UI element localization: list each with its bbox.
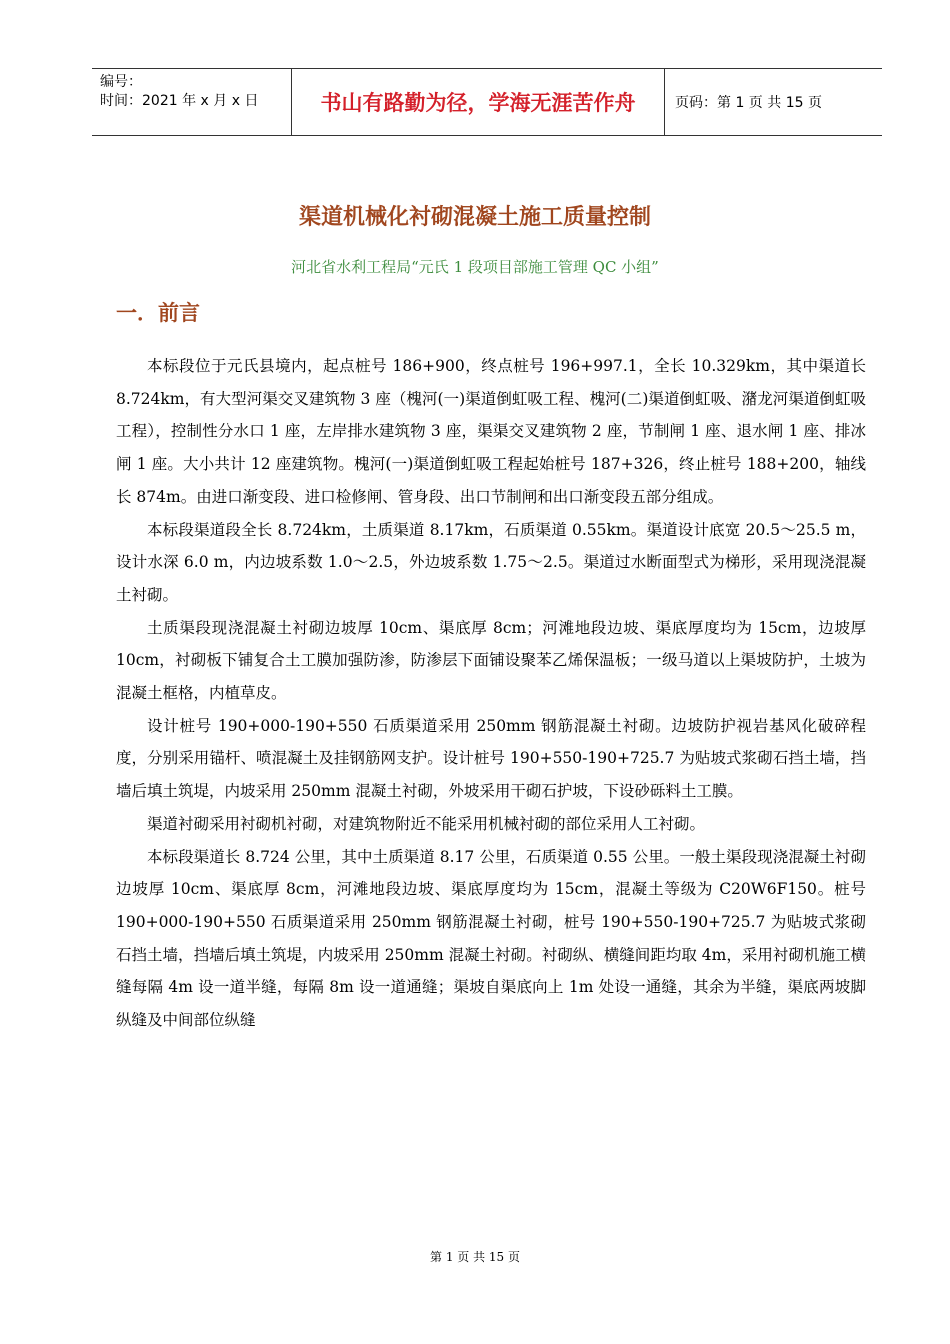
paragraph: 土质渠段现浇混凝土衬砌边坡厚 10cm、渠底厚 8cm；河滩地段边坡、渠底厚度均为 15cm，边坡厚 10cm，衬砌板下铺复合土工膜加强防渗，防渗层下面铺设聚苯乙烯保温板；一级马道以上渠坡防护，土坡为混凝土框格，内植草皮。 — [116, 618, 866, 703]
header-meta — [92, 69, 292, 135]
paragraph: 渠道衬砌采用衬砌机衬砌，对建筑物附近不能采用机械衬砌的部位采用人工衬砌。 — [147, 814, 706, 833]
paragraph: 本标段渠道长 8.724 公里，其中土质渠道 8.17 公里，石质渠道 0.55 公里。一般土渠段现浇混凝土衬砌边坡厚 10cm、渠底厚 8cm，河滩地段边坡、渠底厚度均为 15cm，混凝土等级为 C20W6F150。桩号 190+000-190+550 石质渠道采用 250mm 钢筋混凝土衬砌，桩号 190+550-190+725.7 为贴坡式浆砌石挡土墙，挡墙后填土筑堤，内坡采用 250mm 混凝土衬砌。衬砌纵、横缝间距均取 4m，采用衬砌机施工横缝每隔 4m 设一道半缝，每隔 8m 设一道通缝；渠坡自渠底向上 1m 处设一通缝，其余为半缝，渠底两坡脚纵缝及中间部位纵缝 — [116, 847, 866, 1030]
body-text — [116, 350, 866, 1037]
document-title: 渠道机械化衬砌混凝土施工质量控制 — [298, 205, 651, 230]
header-motto: 书山有路勤为径，学海无涯苦作舟 — [292, 69, 665, 135]
header-time-label: 时间：2021 年 x 月 x 日 — [100, 93, 259, 109]
header-number-label: 编号： — [100, 74, 142, 90]
paragraph: 设计桩号 190+000-190+550 石质渠道采用 250mm 钢筋混凝土衬砌。边坡防护视岩基风化破碎程度，分别采用锚杆、喷混凝土及挂钢筋网支护。设计桩号 190+550-190+725.7 为贴坡式浆砌石挡土墙，挡墙后填土筑堤，内坡采用 250mm 混凝土衬砌，外坡采用干砌石护坡，下设砂砾料土工膜。 — [116, 716, 866, 801]
document-subtitle: 河北省水利工程局“元氏 1 段项目部施工管理 QC 小组” — [291, 258, 659, 276]
header-page-label: 页码：第 1 页 共 15 页 — [675, 95, 822, 111]
page-footer: 第 1 页 共 15 页 — [430, 1250, 520, 1264]
page-header — [92, 68, 882, 136]
paragraph: 本标段位于元氏县境内，起点桩号 186+900，终点桩号 196+997.1，全长 10.329km，其中渠道长 8.724km，有大型河渠交叉建筑物 3 座（槐河(一)渠道倒虹吸工程、槐河(二)渠道倒虹吸、潴龙河渠道倒虹吸工程），控制性分水口 1 座，左岸排水建筑物 3 座，渠渠交叉建筑物 2 座，节制闸 1 座、退水闸 1 座、排冰闸 1 座。大小共计 12 座建筑物。槐河(一)渠道倒虹吸工程起始桩号 187+326，终止桩号 188+200，轴线长 874m。由进口渐变段、进口检修闸、管身段、出口节制闸和出口渐变段五部分组成。 — [116, 357, 866, 506]
paragraph: 本标段渠道段全长 8.724km，土质渠道 8.17km，石质渠道 0.55km。渠道设计底宽 20.5～25.5 m，设计水深 6.0 m，内边坡系数 1.0～2.5，外边坡系数 1.75～2.5。渠道过水断面型式为梯形，采用现浇混凝土衬砌。 — [116, 520, 866, 604]
section-heading: 一．前言 — [116, 301, 200, 325]
